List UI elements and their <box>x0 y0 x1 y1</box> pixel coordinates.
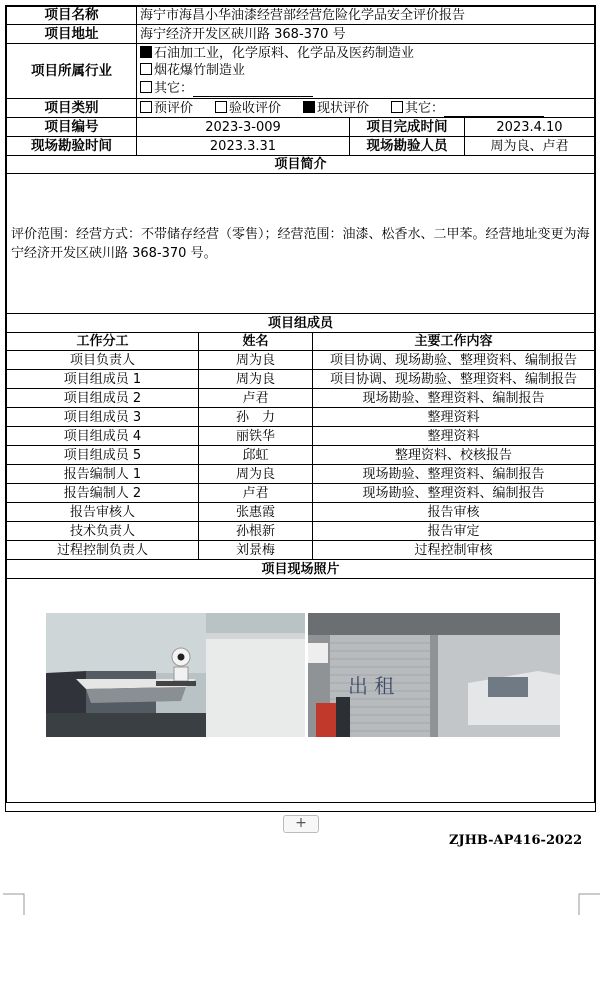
team-role-cell: 项目负责人 <box>7 351 199 370</box>
svg-text:出 租: 出 租 <box>348 674 395 698</box>
type-option-other: 其它： <box>391 101 544 116</box>
checkbox-checked-icon <box>303 101 315 113</box>
type-option-pre: 预评价 <box>140 101 193 116</box>
finish-time-value: 2023.4.10 <box>465 118 595 137</box>
team-role-cell: 报告编制人 1 <box>7 465 199 484</box>
team-row <box>7 351 595 370</box>
team-work-cell: 项目协调、现场勘验、整理资料、编制报告 <box>313 351 595 370</box>
team-row <box>7 446 595 465</box>
team-work-cell: 现场勘验、整理资料、编制报告 <box>313 465 595 484</box>
project-address-label: 项目地址 <box>7 25 137 44</box>
team-role-cell: 项目组成员 1 <box>7 370 199 389</box>
team-work-cell: 现场勘验、整理资料、编制报告 <box>313 484 595 503</box>
team-table <box>6 313 595 803</box>
team-row <box>7 427 595 446</box>
industry-option-2: 烟花爆竹制造业 <box>140 62 591 79</box>
checkbox-empty-icon <box>391 101 403 113</box>
finish-time-label: 项目完成时间 <box>350 118 465 137</box>
team-header-name: 姓名 <box>199 333 313 351</box>
team-role-cell: 过程控制负责人 <box>7 541 199 560</box>
team-row <box>7 522 595 541</box>
team-name-cell: 孙 力 <box>199 408 313 427</box>
team-name-cell: 孙根新 <box>199 522 313 541</box>
checkbox-empty-icon <box>140 63 152 75</box>
team-name-cell: 周为良 <box>199 465 313 484</box>
team-work-cell: 整理资料 <box>313 427 595 446</box>
team-name-cell: 卢君 <box>199 389 313 408</box>
team-name-cell: 周为良 <box>199 351 313 370</box>
add-button[interactable]: + <box>283 815 319 833</box>
project-name-label: 项目名称 <box>7 7 137 25</box>
team-work-cell: 报告审核 <box>313 503 595 522</box>
team-name-cell: 周为良 <box>199 370 313 389</box>
photos-title: 项目现场照片 <box>7 560 595 579</box>
team-title: 项目组成员 <box>7 314 595 333</box>
team-row <box>7 370 595 389</box>
industry-option-3: 其它： <box>140 79 591 97</box>
checkbox-checked-icon <box>140 46 152 58</box>
industry-label: 项目所属行业 <box>7 44 137 99</box>
team-rows <box>7 351 595 560</box>
team-work-cell: 过程控制审核 <box>313 541 595 560</box>
project-type-options <box>137 99 595 118</box>
crop-mark-right <box>578 893 600 915</box>
team-name-cell: 丽铁华 <box>199 427 313 446</box>
team-role-cell: 技术负责人 <box>7 522 199 541</box>
team-row <box>7 503 595 522</box>
team-role-cell: 项目组成员 3 <box>7 408 199 427</box>
report-sheet <box>5 5 596 812</box>
team-name-cell: 邱虹 <box>199 446 313 465</box>
team-role-cell: 报告审核人 <box>7 503 199 522</box>
survey-time-value: 2023.3.31 <box>137 137 350 156</box>
team-work-cell: 整理资料 <box>313 408 595 427</box>
intro-title: 项目简介 <box>7 156 595 174</box>
industry-option-1: 石油加工业，化学原料、化学品及医药制造业 <box>140 45 591 62</box>
survey-time-label: 现场勘验时间 <box>7 137 137 156</box>
team-role-cell: 项目组成员 2 <box>7 389 199 408</box>
team-role-cell: 项目组成员 5 <box>7 446 199 465</box>
team-role-cell: 项目组成员 4 <box>7 427 199 446</box>
survey-people-label: 现场勘验人员 <box>350 137 465 156</box>
project-info-table <box>6 6 595 314</box>
team-row <box>7 484 595 503</box>
intro-text: 评价范围：经营方式：不带储存经营（零售）；经营范围：油漆、松香水、二甲苯。经营地址变更为海宁经济开发区硖川路 368-370 号。 <box>7 174 595 314</box>
team-row <box>7 389 595 408</box>
project-name-value: 海宁市海昌小华油漆经营部经营危险化学品安全评价报告 <box>137 7 595 25</box>
team-row <box>7 465 595 484</box>
checkbox-empty-icon <box>215 101 227 113</box>
team-role-cell: 报告编制人 2 <box>7 484 199 503</box>
crop-mark-left <box>3 893 25 915</box>
team-work-cell: 项目协调、现场勘验、整理资料、编制报告 <box>313 370 595 389</box>
team-name-cell: 刘景梅 <box>199 541 313 560</box>
team-header-role: 工作分工 <box>7 333 199 351</box>
type-option-accept: 验收评价 <box>215 101 281 116</box>
industry-options <box>137 44 595 99</box>
team-row <box>7 408 595 427</box>
survey-people-value: 周为良、卢君 <box>465 137 595 156</box>
photos-cell <box>7 579 595 803</box>
checkbox-empty-icon <box>140 81 152 93</box>
team-name-cell: 张惠霞 <box>199 503 313 522</box>
site-photo-1 <box>46 613 305 737</box>
team-name-cell: 卢君 <box>199 484 313 503</box>
document-code: ZJHB-AP416-2022 <box>449 833 583 848</box>
project-number-value: 2023-3-009 <box>137 118 350 137</box>
checkbox-empty-icon <box>140 101 152 113</box>
type-option-status: 现状评价 <box>303 101 369 116</box>
site-photo-2 <box>308 613 560 737</box>
team-work-cell: 整理资料、校核报告 <box>313 446 595 465</box>
project-number-label: 项目编号 <box>7 118 137 137</box>
team-header-work: 主要工作内容 <box>313 333 595 351</box>
team-work-cell: 现场勘验、整理资料、编制报告 <box>313 389 595 408</box>
team-work-cell: 报告审定 <box>313 522 595 541</box>
team-row <box>7 541 595 560</box>
project-type-label: 项目类别 <box>7 99 137 118</box>
project-address-value: 海宁经济开发区硖川路 368-370 号 <box>137 25 595 44</box>
